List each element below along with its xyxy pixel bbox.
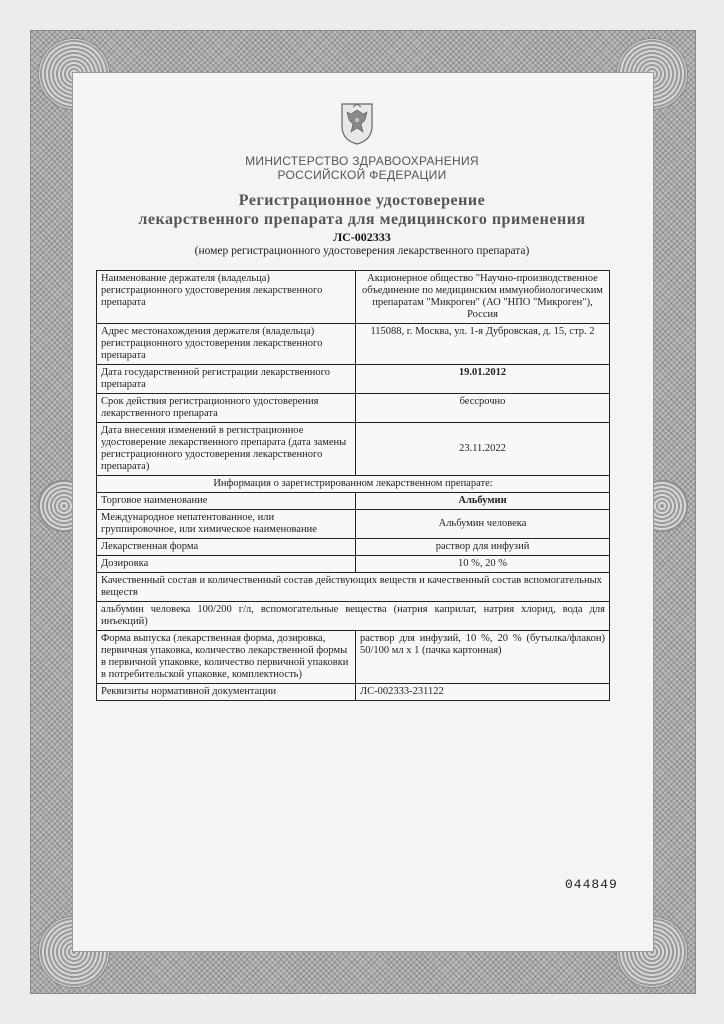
coat-of-arms-icon [338,100,376,146]
table-row [97,602,610,631]
table-row [97,394,610,423]
trade-name-label: Торговое наименование [97,493,356,510]
document-title-line2: лекарственного препарата для медицинского применения [138,211,586,228]
table-row [97,476,610,493]
release-form-value: раствор для инфузий, 10 %, 20 % (бутылка/флакон) 50/100 мл x 1 (пачка картонная) [356,631,610,684]
registration-number-note: (номер регистрационного удостоверения лекарственного препарата) [194,245,530,257]
holder-value: Акционерное общество "Научно-производственное объединение по медицинским иммунобиологическим препаратам "Микроген" (АО "НПО "Микроген"), Россия [356,271,610,324]
changes-date-label: Дата внесения изменений в регистрационное удостоверение лекарственного препарата (дата замены регистрационного удостоверения лекарственного препарата) [97,423,356,476]
dosage-label: Дозировка [97,556,356,573]
address-label: Адрес местонахождения держателя (владельца) регистрационного удостоверения лекарственного препарата [97,324,356,365]
composition-heading: Качественный состав и количественный состав действующих веществ и качественный состав вспомогательных веществ [97,573,610,602]
table-row [97,539,610,556]
drug-info-heading: Информация о зарегистрированном лекарственном препарате: [97,476,610,493]
dosage-value: 10 %, 20 % [356,556,610,573]
validity-value: бессрочно [356,394,610,423]
table-row [97,510,610,539]
trade-name-value: Альбумин [356,493,610,510]
table-row [97,365,610,394]
ministry-name-line2: РОССИЙСКОЙ ФЕДЕРАЦИИ [277,168,447,182]
table-row [97,493,610,510]
release-form-label: Форма выпуска (лекарственная форма, дозировка, первичная упаковка, количество лекарственной формы в первичной упаковке, количество первичной упаковки в потребительской упаковке, комплектность) [97,631,356,684]
table-row [97,324,610,365]
ministry-name-line1: МИНИСТЕРСТВО ЗДРАВООХРАНЕНИЯ [245,154,479,168]
registration-date-label: Дата государственной регистрации лекарственного препарата [97,365,356,394]
table-row [97,271,610,324]
address-value: 115088, г. Москва, ул. 1-я Дубровская, д. 15, стр. 2 [356,324,610,365]
table-row [97,573,610,602]
document-title-line1: Регистрационное удостоверение [238,192,486,209]
registration-number: ЛС-002333 [333,230,391,244]
table-row [97,684,610,701]
table-row [97,631,610,684]
inn-value: Альбумин человека [356,510,610,539]
form-serial-number: 044849 [565,877,618,892]
dosage-form-label: Лекарственная форма [97,539,356,556]
certificate-table [96,270,610,701]
dosage-form-value: раствор для инфузий [356,539,610,556]
inn-label: Международное непатентованное, или группировочное, или химическое наименование [97,510,356,539]
normative-docs-value: ЛС-002333-231122 [356,684,610,701]
registration-date-value: 19.01.2012 [356,365,610,394]
normative-docs-label: Реквизиты нормативной документации [97,684,356,701]
table-row [97,423,610,476]
changes-date-value: 23.11.2022 [356,423,610,476]
composition-value: альбумин человека 100/200 г/л, вспомогательные вещества (натрия каприлат, натрия хлорид, вода для инъекций) [97,602,610,631]
table-row [97,556,610,573]
validity-label: Срок действия регистрационного удостоверения лекарственного препарата [97,394,356,423]
holder-label: Наименование держателя (владельца) регистрационного удостоверения лекарственного препарата [97,271,356,324]
